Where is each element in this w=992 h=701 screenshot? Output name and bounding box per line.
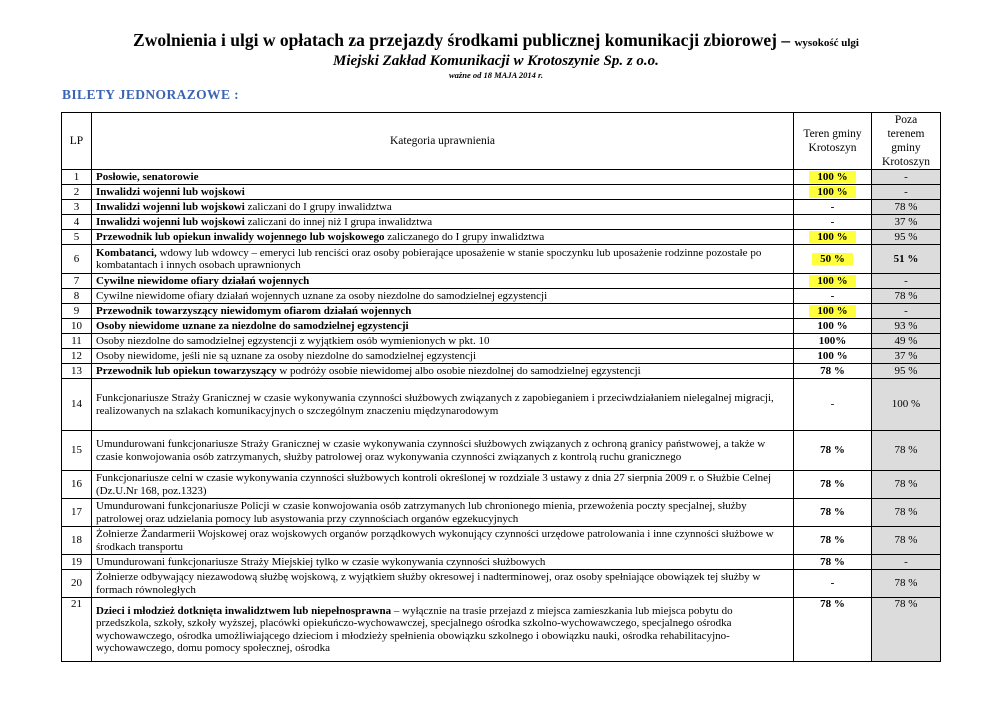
- category-text: Funkcjonariusze celni w czasie wykonywania czynności służbowych kontroli określonej w rozdziale 3 ustawy z dnia 27 sierpnia 2009 r. o Służbie Celnej (Dz.U.Nr 168, poz.1323): [96, 472, 772, 497]
- row-outside: 78 %: [872, 289, 941, 304]
- row-category: [92, 215, 794, 230]
- company-name: Miejski Zakład Komunikacji w Krotoszynie Sp. z o.o.: [333, 53, 659, 69]
- table-row: [62, 555, 941, 570]
- table-row: [62, 289, 941, 304]
- section-title: BILETY JEDNORAZOWE :: [62, 87, 240, 102]
- header-lp: LP: [62, 113, 92, 170]
- within-value: 100 %: [809, 186, 855, 198]
- row-category: [92, 319, 794, 334]
- document-title: [0, 30, 992, 53]
- table-row: [62, 471, 941, 499]
- row-outside: 78 %: [872, 598, 941, 662]
- row-outside: 93 %: [872, 319, 941, 334]
- category-bold: Posłowie, senatorowie: [96, 170, 199, 183]
- row-within: [794, 170, 872, 185]
- row-outside: -: [872, 185, 941, 200]
- row-category: [92, 570, 794, 598]
- category-text: Żołnierze odbywający niezawodową służbę wojskową, z wyjątkiem służby okresowej i nadterminowej, oraz osoby spełniające obowiązek tej służby w formach równoległych: [96, 571, 761, 596]
- table-row: [62, 200, 941, 215]
- row-lp: 13: [62, 364, 92, 379]
- category-text: uznane za niezdolne do samodzielnej egzystencji: [179, 319, 409, 332]
- row-within: -: [794, 570, 872, 598]
- within-value: 100 %: [809, 275, 855, 287]
- row-lp: 7: [62, 274, 92, 289]
- row-category: [92, 230, 794, 245]
- category-text: zaliczani do innej niż I grupa inwalidztwa: [244, 215, 433, 228]
- row-lp: 10: [62, 319, 92, 334]
- row-category: [92, 289, 794, 304]
- row-category: [92, 555, 794, 570]
- row-within: 78 %: [794, 471, 872, 499]
- row-outside: 78 %: [872, 431, 941, 471]
- category-bold: Przewodnik lub opiekun inwalidy wojennego lub wojskowego: [96, 230, 385, 243]
- table-row: [62, 304, 941, 319]
- row-lp: 11: [62, 334, 92, 349]
- within-value: 100 %: [809, 171, 855, 183]
- row-lp: 21: [62, 598, 92, 662]
- row-lp: 1: [62, 170, 92, 185]
- category-text: Umundurowani funkcjonariusze Straży Granicznej w czasie wykonywania czynności służbowych związanych z ochroną granicy państwowej, a także w czasie konwojowania osób zatrzymanych, służby patrolowej oraz wykonywania czynności związanych z kontrolą ruchu granicznego: [96, 438, 766, 463]
- category-bold: Dzieci i młodzież dotknięta inwalidztwem lub niepełnosprawna: [96, 604, 392, 617]
- row-outside: 78 %: [872, 471, 941, 499]
- row-within: [794, 185, 872, 200]
- row-within: 100%: [794, 334, 872, 349]
- within-value: 100 %: [809, 231, 855, 243]
- table-row: [62, 570, 941, 598]
- header-within: Teren gminy Krotoszyn: [794, 113, 872, 170]
- row-category: [92, 431, 794, 471]
- table-row: [62, 215, 941, 230]
- title-suffix: wysokość ulgi: [794, 37, 859, 49]
- row-lp: 6: [62, 245, 92, 274]
- row-outside: 37 %: [872, 349, 941, 364]
- row-within: [794, 245, 872, 274]
- row-outside: 78 %: [872, 527, 941, 555]
- table-row: [62, 230, 941, 245]
- table-row: [62, 170, 941, 185]
- row-outside: 100 %: [872, 379, 941, 431]
- category-bold: Inwalidzi wojenni lub wojskowi: [96, 215, 245, 228]
- row-within: 78 %: [794, 555, 872, 570]
- within-value: 100 %: [809, 305, 855, 317]
- row-within: [794, 230, 872, 245]
- row-lp: 12: [62, 349, 92, 364]
- row-within: 78 %: [794, 364, 872, 379]
- row-outside: 78 %: [872, 499, 941, 527]
- table-row: [62, 274, 941, 289]
- row-lp: 9: [62, 304, 92, 319]
- fare-relief-table: [61, 112, 941, 662]
- row-outside: 95 %: [872, 230, 941, 245]
- row-lp: 3: [62, 200, 92, 215]
- category-text: Osoby niezdolne do samodzielnej egzystencji z wyjątkiem osób wymienionych w pkt. 10: [96, 334, 490, 347]
- row-outside: 78 %: [872, 570, 941, 598]
- row-within: [794, 304, 872, 319]
- title-main: Zwolnienia i ulgi w opłatach za przejazdy środkami publicznej komunikacji zbiorowej –: [133, 30, 791, 50]
- row-category: [92, 304, 794, 319]
- row-lp: 19: [62, 555, 92, 570]
- row-category: [92, 349, 794, 364]
- row-outside: 51 %: [872, 245, 941, 274]
- category-text: zaliczanego do I grupy inwalidztwa: [384, 230, 545, 243]
- category-text: Umundurowani funkcjonariusze Policji w czasie konwojowania osób zatrzymanych lub chronionego mienia, przewożenia poczty specjalnej, służby patrolowej oraz udzielania pomocy lub asystowania przy czynnościach organów egzekucyjnych: [96, 500, 747, 525]
- row-category: [92, 185, 794, 200]
- table-row: [62, 598, 941, 662]
- row-lp: 4: [62, 215, 92, 230]
- row-category: [92, 598, 794, 662]
- within-value: 50 %: [812, 253, 853, 265]
- row-within: -: [794, 200, 872, 215]
- row-within: -: [794, 289, 872, 304]
- row-lp: 5: [62, 230, 92, 245]
- row-outside: 49 %: [872, 334, 941, 349]
- row-lp: 20: [62, 570, 92, 598]
- row-lp: 15: [62, 431, 92, 471]
- category-bold: Przewodnik lub opiekun towarzyszący: [96, 364, 277, 377]
- table-row: [62, 379, 941, 431]
- category-bold: Osoby niewidome: [96, 319, 180, 332]
- row-within: 78 %: [794, 499, 872, 527]
- valid-from: ważne od 18 MAJA 2014 r.: [449, 70, 543, 80]
- row-category: [92, 364, 794, 379]
- category-text: zaliczani do I grupy inwalidztwa: [244, 200, 392, 213]
- table-row: [62, 364, 941, 379]
- row-within: 100 %: [794, 319, 872, 334]
- row-lp: 16: [62, 471, 92, 499]
- row-outside: 78 %: [872, 200, 941, 215]
- category-bold: Cywilne niewidome ofiary działań wojennych: [96, 274, 310, 287]
- table-row: [62, 431, 941, 471]
- row-outside: 95 %: [872, 364, 941, 379]
- row-category: [92, 527, 794, 555]
- row-within: 100 %: [794, 349, 872, 364]
- category-text: Funkcjonariusze Straży Granicznej w czasie wykonywania czynności służbowych związanych z zapobieganiem i przeciwdziałaniem nielegalnej migracji, realizowanych na szlakach komunikacyjnych o szczególnym znaczeniu międzynarodowym: [96, 392, 774, 417]
- table-row: [62, 527, 941, 555]
- category-text: wdowy lub wdowcy – emeryci lub renciści oraz osoby pobierające uposażenie w stanie spoczynku lub uposażenie rodzinne pozostałe po kombatantach i innych osobach uprawnionych: [96, 246, 762, 271]
- row-lp: 18: [62, 527, 92, 555]
- row-within: -: [794, 215, 872, 230]
- table-row: [62, 349, 941, 364]
- row-within: 78 %: [794, 598, 872, 662]
- row-category: [92, 245, 794, 274]
- row-within: 78 %: [794, 431, 872, 471]
- row-within: -: [794, 379, 872, 431]
- row-lp: 8: [62, 289, 92, 304]
- category-text: Cywilne niewidome ofiary działań wojennych uznane za osoby niezdolne do samodzielnej egzystencji: [96, 289, 548, 302]
- row-category: [92, 379, 794, 431]
- table-row: [62, 245, 941, 274]
- category-bold: Kombatanci,: [96, 246, 157, 259]
- category-text: w podróży osobie niewidomej albo osobie niezdolnej do samodzielnej egzystencji: [276, 364, 641, 377]
- row-lp: 14: [62, 379, 92, 431]
- table-row: [62, 185, 941, 200]
- category-bold: Przewodnik towarzyszący niewidomym ofiarom działań wojennych: [96, 304, 412, 317]
- row-outside: -: [872, 304, 941, 319]
- row-outside: -: [872, 555, 941, 570]
- category-text: Umundurowani funkcjonariusze Straży Miejskiej tylko w czasie wykonywania czynności służbowych: [96, 555, 546, 568]
- table-row: [62, 334, 941, 349]
- category-text: Osoby niewidome, jeśli nie są uznane za osoby niezdolne do samodzielnej egzystencji: [96, 349, 476, 362]
- table-header-row: [62, 113, 941, 170]
- document-header: [0, 30, 992, 81]
- category-bold: Inwalidzi wojenni lub wojskowi: [96, 200, 245, 213]
- row-outside: 37 %: [872, 215, 941, 230]
- row-category: [92, 499, 794, 527]
- category-text: Żołnierze Żandarmerii Wojskowej oraz wojskowych organów porządkowych wykonujący czynności urzędowe patrolowania i inne czynności służbowe w środkach transportu: [96, 528, 774, 553]
- row-lp: 2: [62, 185, 92, 200]
- table-row: [62, 319, 941, 334]
- row-within: [794, 274, 872, 289]
- category-text: – wyłącznie na trasie przejazd z miejsca zamieszkania lub miejsca pobytu do przedszkola, szkoły, szkoły wyższej, placówki opiekuńczo-wychowawczej, specjalnego ośrodka szkolno-wychowawczego, specjalnego ośrodka wychowawczego, ośrodka umożliwiającego dzieciom i młodzieży spełnienia obowiązku szkolnego i obowiązku nauki, ośrodka rehabilitacyjno-wychowawczego, domu pomocy społecznej, ośrodka: [96, 604, 733, 654]
- row-category: [92, 334, 794, 349]
- row-category: [92, 471, 794, 499]
- row-category: [92, 170, 794, 185]
- row-outside: -: [872, 170, 941, 185]
- row-category: [92, 200, 794, 215]
- row-within: 78 %: [794, 527, 872, 555]
- row-lp: 17: [62, 499, 92, 527]
- row-category: [92, 274, 794, 289]
- row-outside: -: [872, 274, 941, 289]
- header-category: Kategoria uprawnienia: [92, 113, 794, 170]
- header-outside: Poza terenem gminy Krotoszyn: [872, 113, 941, 170]
- category-bold: Inwalidzi wojenni lub wojskowi: [96, 185, 245, 198]
- table-row: [62, 499, 941, 527]
